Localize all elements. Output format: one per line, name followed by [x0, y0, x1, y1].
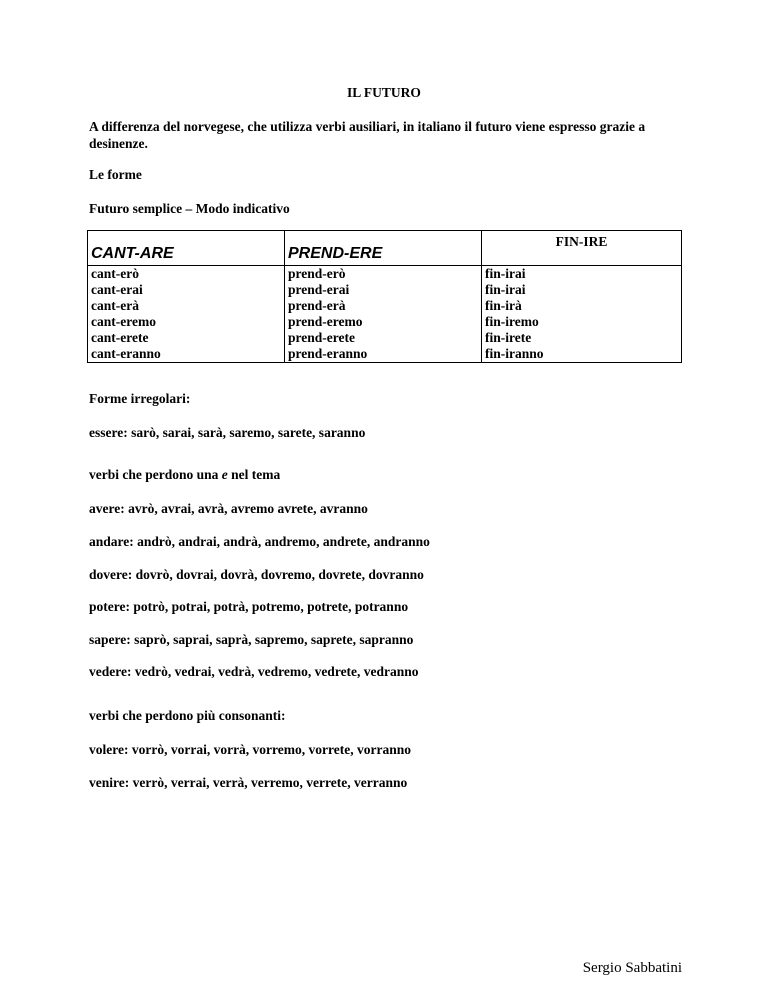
form-cell: cant-erete: [91, 330, 149, 345]
form-cell: prend-eremo: [288, 314, 363, 329]
form-cell: fin-iranno: [485, 346, 544, 361]
verb-line-potere: potere: potrò, potrai, potrà, potremo, potrete, potranno: [89, 599, 409, 614]
form-cell: cant-eremo: [91, 314, 156, 329]
form-cell: cant-eranno: [91, 346, 161, 361]
column-cantare: [88, 266, 285, 363]
heading-lose-consonants: verbi che perdono più consonanti:: [89, 708, 286, 723]
page-title: IL FUTURO: [347, 85, 421, 100]
form-cell: cant-erà: [91, 298, 139, 313]
form-cell: prend-erai: [288, 282, 350, 297]
verb-line-essere: essere: sarò, sarai, sarà, saremo, sarete, saranno: [89, 425, 366, 440]
conjugation-table: [87, 230, 682, 363]
form-cell: prend-erete: [288, 330, 355, 345]
intro-paragraph: A differenza del norvegese, che utilizza verbi ausiliari, in italiano il futuro viene espresso grazie a desinenze.: [89, 119, 646, 151]
form-cell: fin-irai: [485, 282, 526, 297]
irregular-heading: Forme irregolari:: [89, 391, 191, 406]
form-cell: fin-irà: [485, 298, 522, 313]
header-cantare: CANT-ARE: [91, 245, 174, 262]
verb-line-dovere: dovere: dovrò, dovrai, dovrà, dovremo, dovrete, dovranno: [89, 567, 424, 582]
verb-line-avere: avere: avrò, avrai, avrà, avremo avrete, avranno: [89, 501, 368, 516]
verb-line-sapere: sapere: saprò, saprai, saprà, sapremo, saprete, sapranno: [89, 632, 414, 647]
form-cell: cant-erai: [91, 282, 143, 297]
form-cell: fin-iremo: [485, 314, 539, 329]
header-prendere: PREND-ERE: [288, 245, 383, 262]
verb-line-venire: venire: verrò, verrai, verrà, verremo, verrete, verranno: [89, 775, 408, 790]
heading-lose-e: verbi che perdono una e nel tema: [89, 467, 281, 482]
form-cell: prend-erò: [288, 266, 346, 281]
form-cell: fin-irai: [485, 266, 526, 281]
form-cell: prend-erà: [288, 298, 346, 313]
section-heading-forme: Le forme: [89, 167, 142, 182]
table-header-row: [88, 231, 682, 266]
table-forms-row: [88, 266, 682, 363]
form-cell: prend-eranno: [288, 346, 368, 361]
verb-line-vedere: vedere: vedrò, vedrai, vedrà, vedremo, vedrete, vedranno: [89, 664, 419, 679]
italic-e: e: [221, 467, 228, 482]
verb-line-volere: volere: vorrò, vorrai, vorrà, vorremo, vorrete, vorranno: [89, 742, 412, 757]
form-cell: fin-irete: [485, 330, 532, 345]
form-cell: cant-erò: [91, 266, 139, 281]
author-signature: Sergio Sabbatini: [582, 960, 682, 976]
subheading-futuro-semplice: Futuro semplice – Modo indicativo: [89, 201, 290, 216]
header-finire: FIN-IRE: [555, 234, 608, 249]
column-finire: [482, 266, 682, 363]
verb-line-andare: andare: andrò, andrai, andrà, andremo, andrete, andranno: [89, 534, 430, 549]
column-prendere: [285, 266, 482, 363]
